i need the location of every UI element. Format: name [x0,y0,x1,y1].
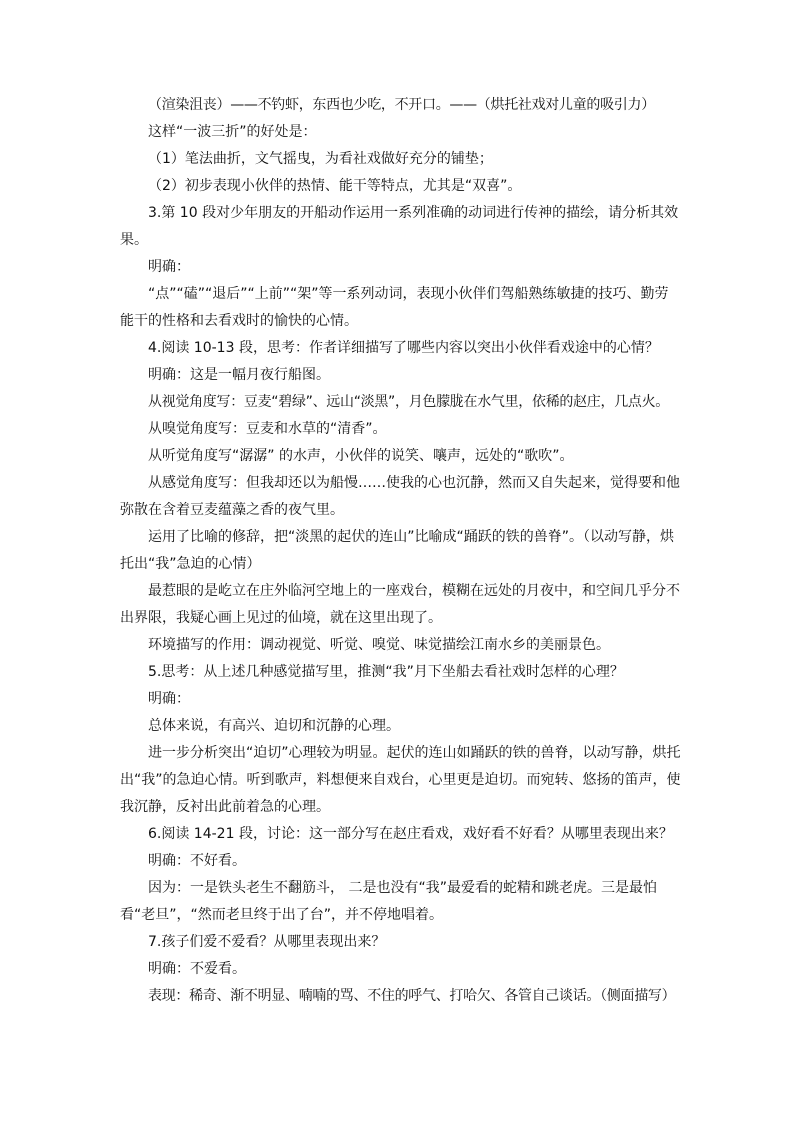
answer-6: 明确：不好看。 [148,853,246,869]
question-3: 3.第 10 段对少年朋友的开船动作运用一系列准确的动词进行传神的描绘，请分析其效果。 [120,205,679,248]
answer-6-reason: 因为：一是铁头老生不翻筋斗， 二是也没有“我”最爱看的蛇精和跳老虎。三是最怕看“老旦”，“然而老旦终于出了台”，并不停地唱着。 [120,880,657,923]
feeling-description: 从感觉角度写：但我却还以为船慢……使我的心也沉静，然而又自失起来，觉得要和他弥散在含着豆麦蕴藻之香的夜气里。 [120,475,680,518]
paragraph-4: （2）初步表现小伙伴的热情、能干等特点，尤其是“双喜”。 [148,178,522,194]
stage-description: 最惹眼的是屹立在庄外临河空地上的一座戏台，模糊在远处的月夜中，和空间几乎分不出界限，我疑心画上见过的仙境，就在这里出现了。 [120,583,680,626]
hearing-description: 从听觉角度写“潺潺” 的水声，小伙伴的说笑、嚷声，远处的“歌吹”。 [148,448,574,464]
question-7: 7.孩子们爱不爱看？从哪里表现出来？ [148,934,386,950]
metaphor-analysis: 运用了比喻的修辞，把“淡黑的起伏的连山”比喻成“踊跃的铁的兽脊”。（以动写静，烘托出“我”急迫的心情） [120,529,675,572]
question-6: 6.阅读 14-21 段，讨论：这一部分写在赵庄看戏，戏好看不好看？从哪里表现出来？ [148,826,673,842]
answer-label-3: 明确： [148,259,190,275]
answer-3: “点”“磕”“退后”“上前”“架”等一系列动词，表现小伙伴们驾船熟练敏捷的技巧、勤劳能干的性格和去看戏时的愉快的心情。 [120,286,669,329]
paragraph-2: 这样“一波三折”的好处是： [148,124,317,140]
question-5: 5.思考：从上述几种感觉描写里，推测“我”月下坐船去看社戏时怎样的心理？ [148,664,624,680]
question-4: 4.阅读 10-13 段，思考：作者详细描写了哪些内容以突出小伙伴看戏途中的心情？ [148,340,659,356]
answer-label-5: 明确： [148,691,190,707]
answer-7-detail: 表现：稀奇、渐不明显、喃喃的骂、不住的呼气、打哈欠、各管自己谈话。（侧面描写） [148,988,676,1004]
paragraph-3: （1）笔法曲折，文气摇曳，为看社戏做好充分的铺垫； [148,151,493,167]
document-page [120,92,682,1010]
answer-5-detail: 进一步分析突出“迫切”心理较为明显。起伏的连山如踊跃的铁的兽脊，以动写静，烘托出“我”的急迫心情。听到歌声，料想便来自戏台，心里更是迫切。而宛转、悠扬的笛声，使我沉静，反衬出此前着急的心理。 [120,745,681,815]
answer-5-summary: 总体来说，有高兴、迫切和沉静的心理。 [148,718,400,734]
environment-function: 环境描写的作用：调动视觉、听觉、嗅觉、味觉描绘江南水乡的美丽景色。 [148,637,610,653]
smell-description: 从嗅觉角度写：豆麦和水草的“清香”。 [148,421,387,437]
paragraph-1: （渲染沮丧）——不钓虾，东西也少吃，不开口。——（烘托社戏对儿童的吸引力） [148,97,655,113]
answer-7: 明确：不爱看。 [148,961,246,977]
visual-description: 从视觉角度写：豆麦“碧绿”、远山“淡黑”，月色朦胧在水气里，依稀的赵庄，几点火。 [148,394,670,410]
answer-4: 明确：这是一幅月夜行船图。 [148,367,330,383]
